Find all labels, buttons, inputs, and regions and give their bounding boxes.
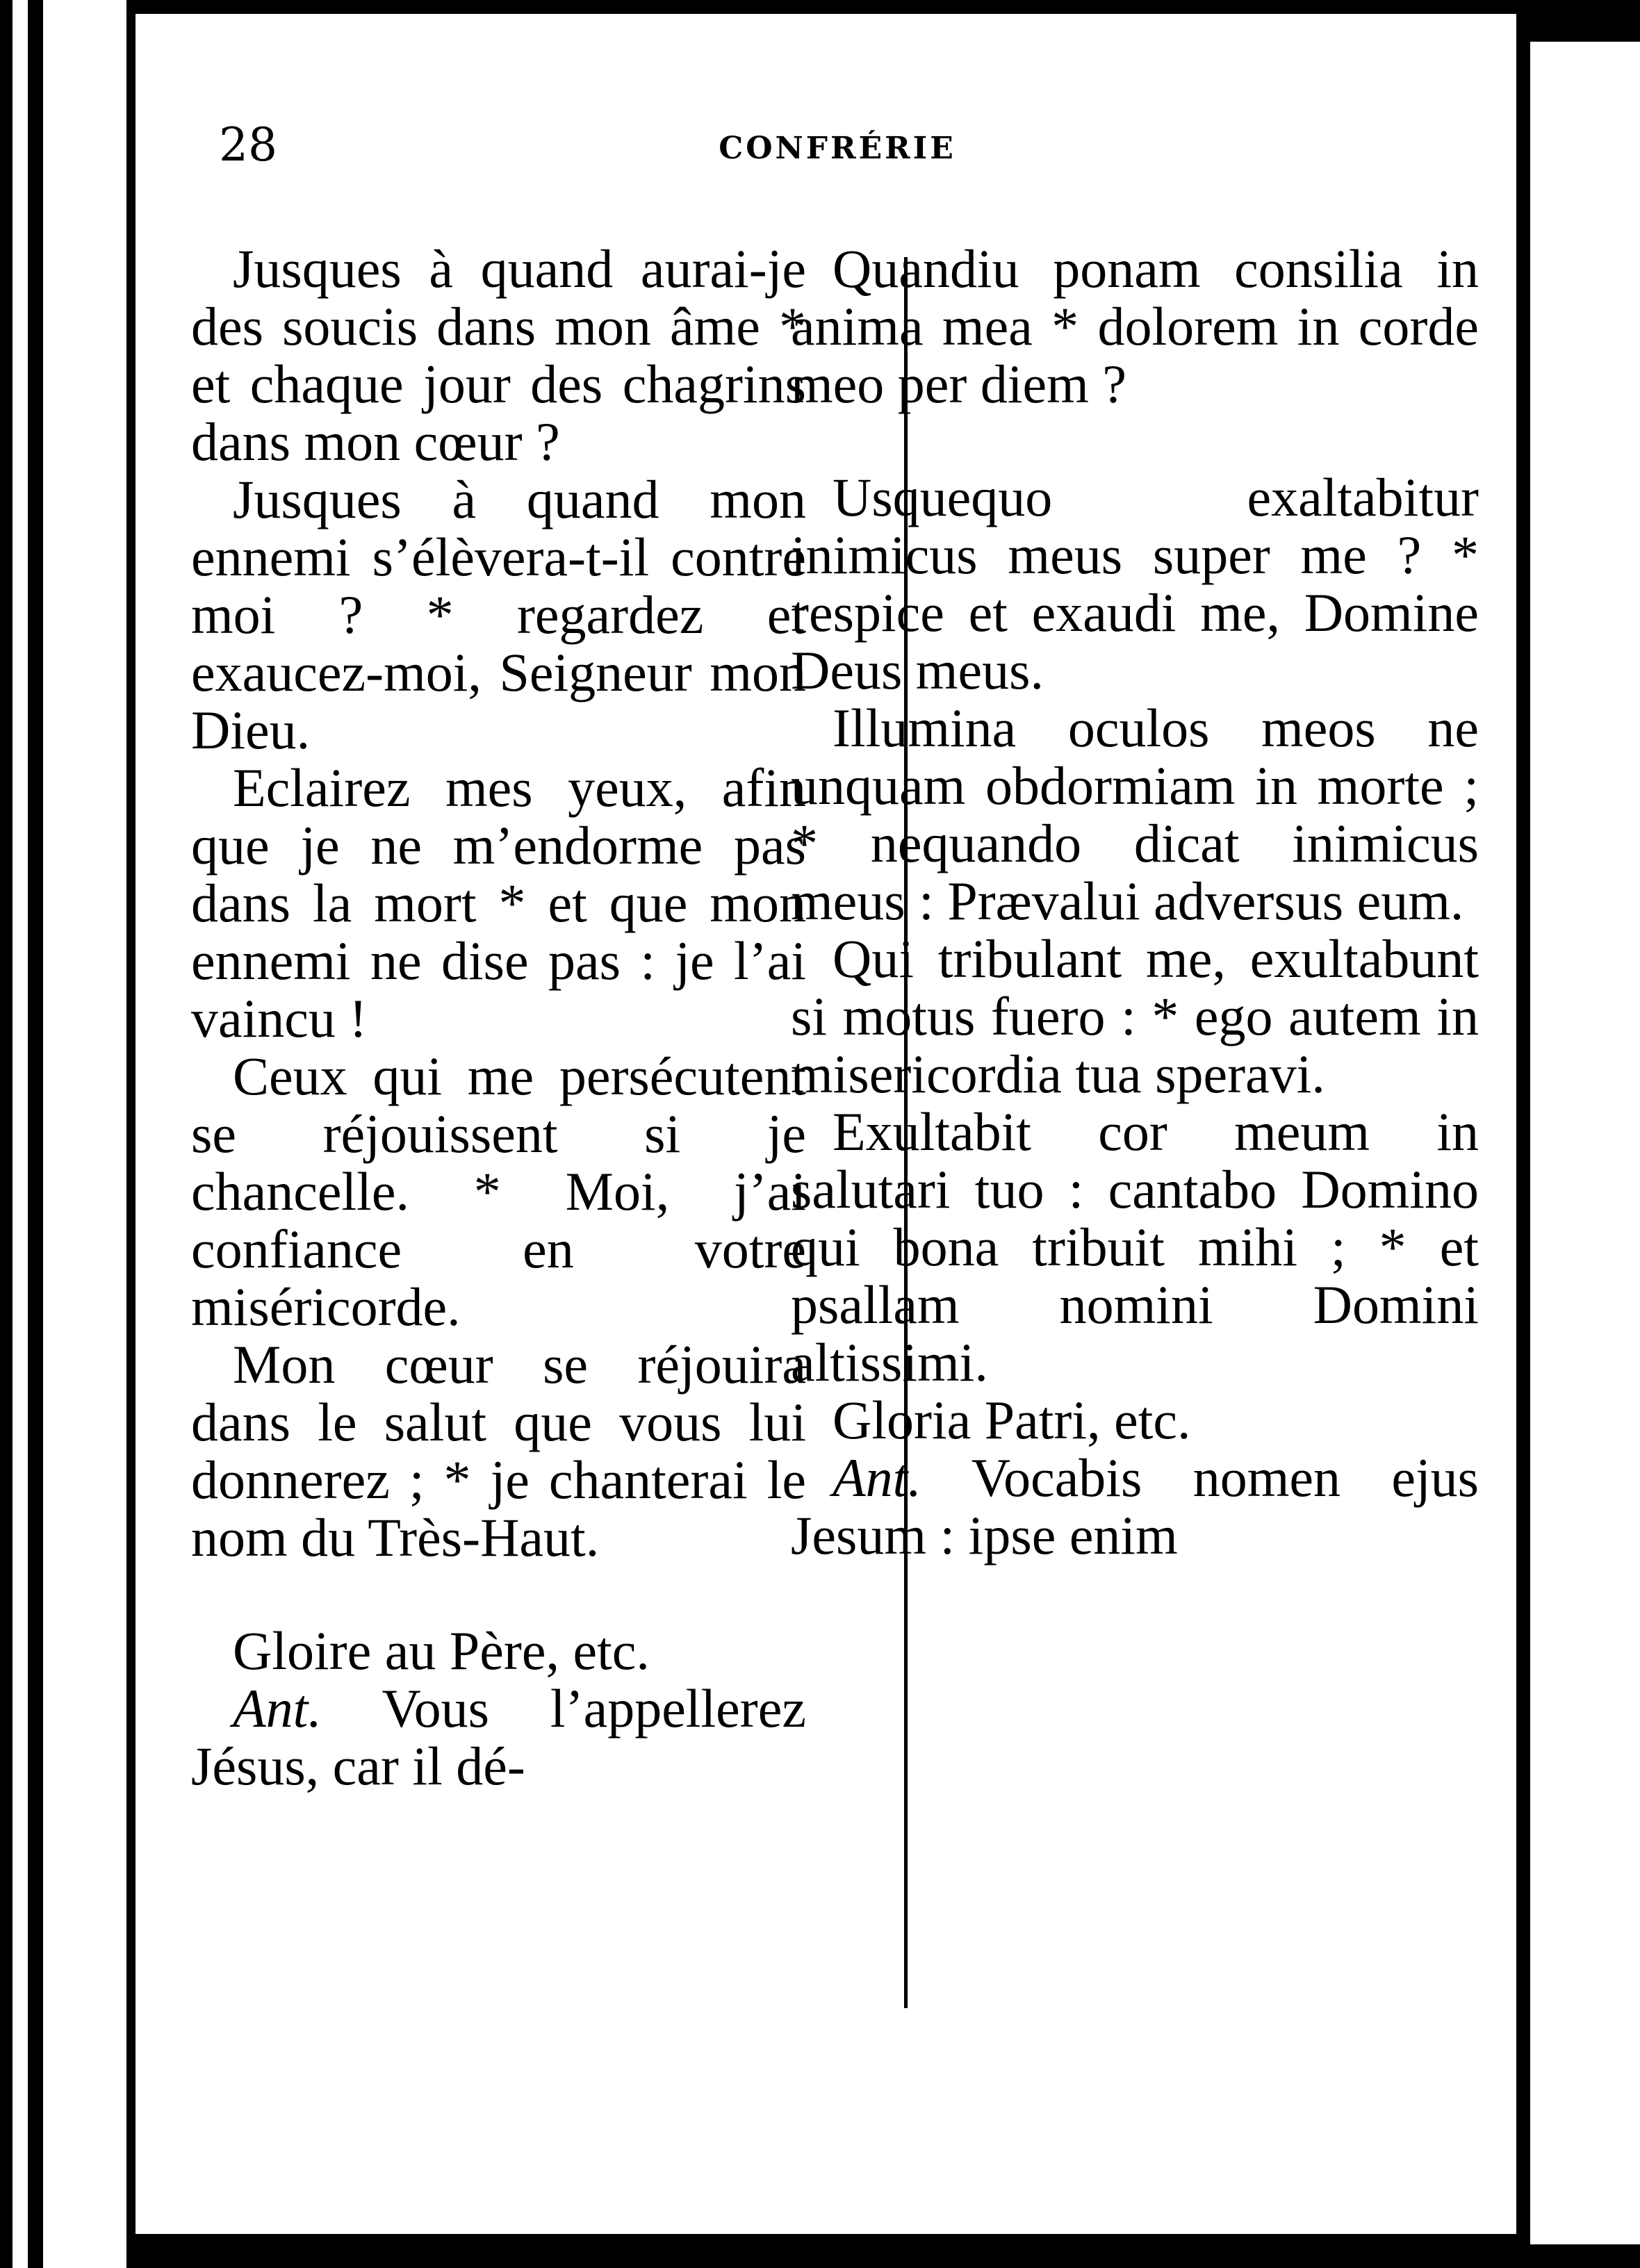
page-number: 28 (219, 118, 277, 172)
next-page-edge (1530, 42, 1640, 2244)
latin-verse-1: Quandiu ponam consilia in anima mea * dolorem in corde meo per diem ? (791, 238, 1479, 414)
latin-gloria: Gloria Patri, etc. (833, 1390, 1191, 1450)
running-title: CONFRÉRIE (719, 131, 956, 166)
french-verse-5: Mon cœur se réjouira dans le salut que vous lui donnerez ; * je chanterai le nom du Très-Haut. (191, 1334, 806, 1568)
latin-verse-5: Exultabit cor meum in salutari tuo : cantabo Domino qui bona tribuit mihi ; * et psallam nomini Domini altissimi. (791, 1101, 1479, 1392)
scan-left-edge (0, 0, 132, 2268)
scan-right-edge (1516, 0, 1640, 2268)
scan-edge-strip (13, 0, 28, 2268)
french-antiphon (191, 1679, 806, 1795)
latin-antiphon (791, 1449, 1479, 1564)
page-header (219, 118, 1456, 195)
french-verse-1: Jusques à quand aurai-je des soucis dans mon âme * et chaque jour des chagrins dans mon cœur ? (191, 238, 806, 472)
french-gloria: Gloire au Père, etc. (233, 1620, 650, 1681)
latin-verse-3: Illumina oculos meos ne unquam obdormiam in morte ; * nequando dicat inimicus meus : Prævalui adversus eum. (791, 698, 1479, 931)
latin-column (791, 240, 1479, 1564)
french-verse-4: Ceux qui me persécutent se réjouissent si je chancelle. * Moi, j’ai confiance en votre miséricorde. (191, 1046, 806, 1337)
antiphon-label: Ant. (233, 1678, 322, 1739)
antiphon-label: Ant. (833, 1447, 921, 1508)
latin-verse-2: Usquequo exaltabitur inimicus meus super me ? * respice et exaudi me, Domine Deus meus. (791, 467, 1479, 700)
french-column (191, 240, 806, 1795)
french-verse-2: Jusques à quand mon ennemi s’élèvera-t-il contre moi ? * regardez et exaucez-moi, Seigneur mon Dieu. (191, 469, 806, 760)
antiphon-text: Vous l’appellerez Jésus, car il dé- (191, 1678, 806, 1796)
scan-edge-strip (43, 0, 126, 2268)
book-page (132, 14, 1516, 2234)
antiphon-text: Vocabis nomen ejus Jesum : ipse enim (791, 1447, 1479, 1566)
french-verse-3: Eclairez mes yeux, afin que je ne m’endorme pas dans la mort * et que mon ennemi ne dise pas : je l’ai vaincu ! (191, 757, 806, 1049)
latin-verse-4: Qui tribulant me, exultabunt si motus fuero : * ego autem in misericordia tua speravi. (791, 928, 1479, 1104)
